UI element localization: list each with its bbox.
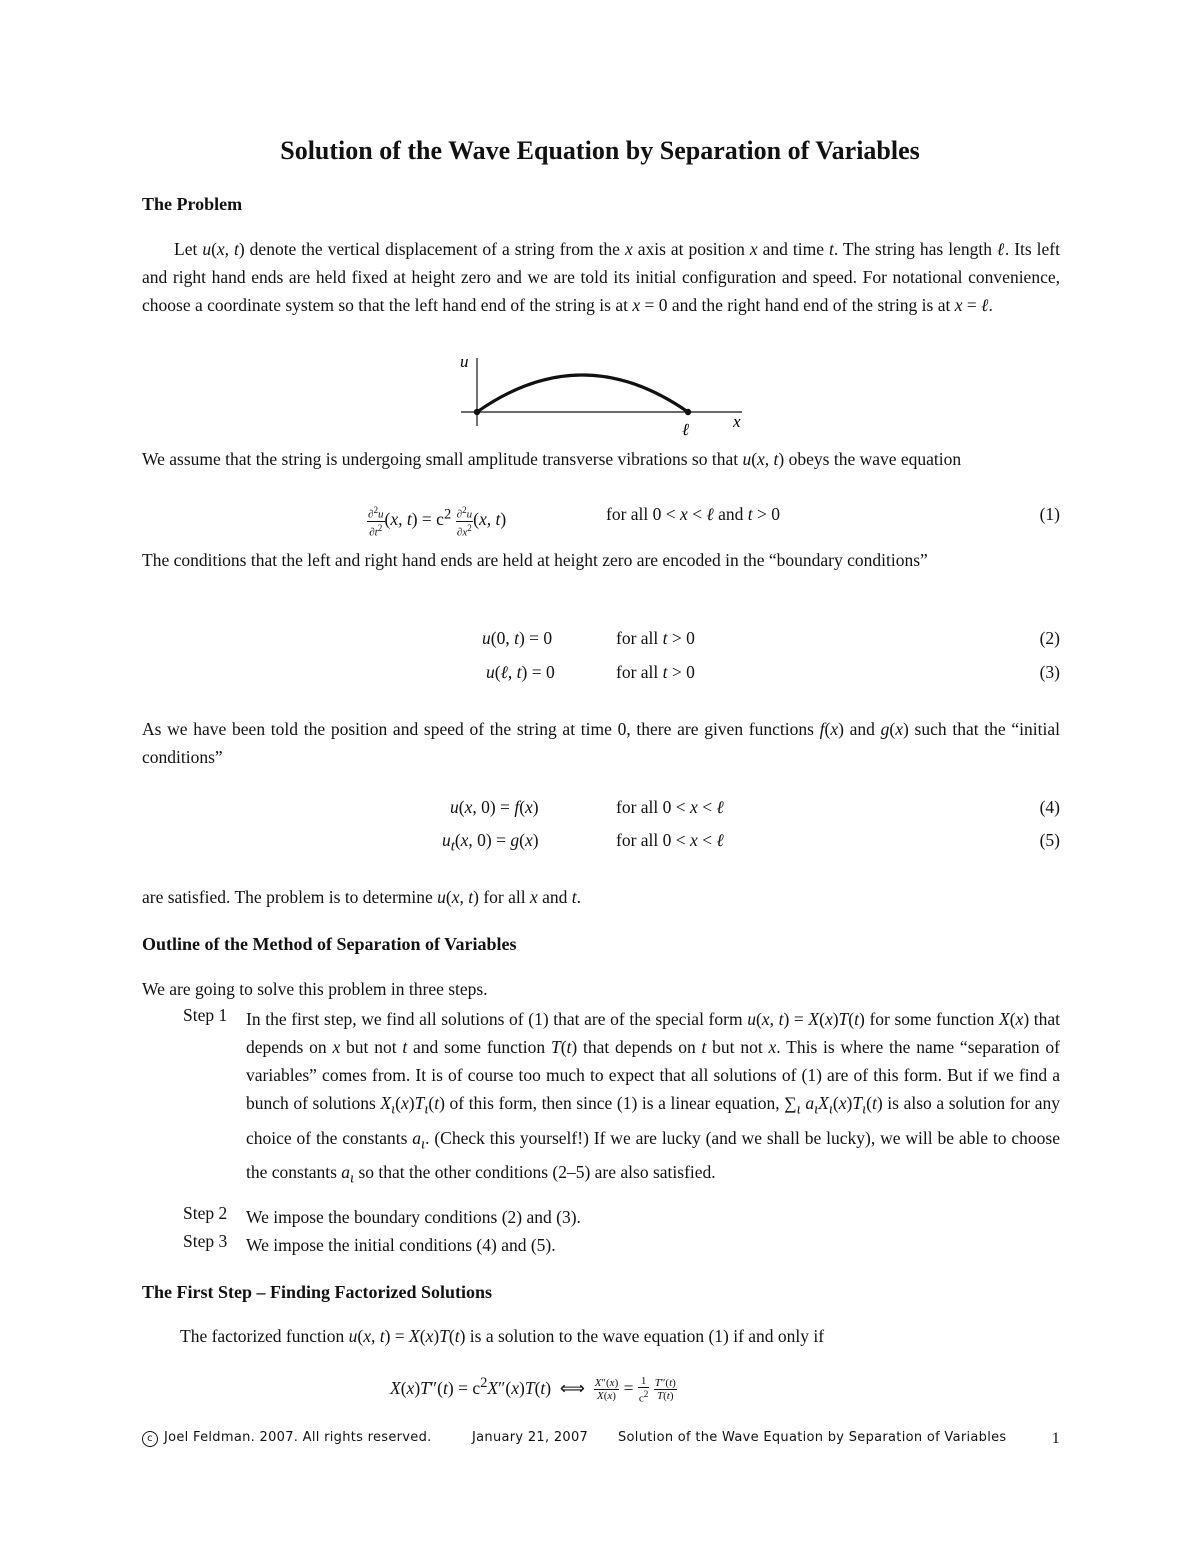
wave-intro: We assume that the string is undergoing small amplitude transverse vibrations so that u(x, t) obeys the wave equation [142, 449, 962, 469]
heading-first-step: The First Step – Finding Factorized Solutions [142, 1282, 493, 1302]
factorized-equation-body: $X(x)T''(t) = c^2X''(x)T(t)$ ⟺ $\frac{X''(x)}{X(x)}$ = $\frac{1}{c^2}$ $\frac{T''(t)}{T(t)}$ [390, 1375, 676, 1405]
footer-copyright: Joel Feldman. 2007. All rights reserved. [164, 1430, 432, 1445]
u-axis-label: u [460, 352, 469, 371]
equation-2 [142, 628, 1060, 656]
page-title: Solution of the Wave Equation by Separation of Variables [280, 136, 920, 165]
equation-3-number: (3) [1039, 662, 1060, 682]
step-1-label: Step 1 [183, 1005, 228, 1025]
footer-doc-title: Solution of the Wave Equation by Separation of Variables [618, 1430, 1007, 1445]
equation-1 [142, 504, 1060, 539]
equation-3-lhs: u(ℓ, t) = 0 [486, 662, 555, 682]
equation-5-number: (5) [1039, 830, 1060, 850]
step-1-text: In the first step, we find all solutions of (1) that are of the special form u(x, t) = X(x)T(t) for some function X(x) that depends on x but not t and some function T(t) that depends on t but not x. This is where the name “separation of variables” comes from. It is of course too much to expect that all solutions of (1) are of this form. But if we find a bunch of solutions $X_\iota(x)T_\iota(t)$ of this form, then since (1) is a linear equation, $\sum_\iota$ $a_\iota X_\iota(x)T_\iota(t)$ is also a solution for any choice of the constants $a_\iota$. (Check this yourself!) If we are lucky (and we shall be lucky), we will be able to choose the constants $a_\iota$ so that the other conditions (2–5) are also satisfied. [246, 1009, 1061, 1187]
problem-intro: Let u(x, t) denote the vertical displacement of a string from the x axis at position x and time t. The string has length ℓ. Its left and right hand ends are held fixed at height zero and we are told its initial configuration and speed. For notational convenience, choose a coordinate system so that the left hand end of the string is at x = 0 and the right hand end of the string is at x = ℓ. [142, 239, 1060, 315]
equation-3-condition: for all t > 0 [616, 662, 695, 682]
right-end-point [685, 409, 691, 415]
left-end-point [474, 409, 480, 415]
string-figure [450, 350, 760, 440]
equation-1-number: (1) [1039, 504, 1060, 524]
boundary-intro: The conditions that the left and right hand ends are held at height zero are encoded in the “boundary conditions” [142, 550, 928, 570]
step-3-label: Step 3 [183, 1231, 228, 1251]
step-3-text: We impose the initial conditions (4) and (5). [246, 1235, 556, 1255]
factorized-equation [142, 1375, 1060, 1403]
equation-4-number: (4) [1039, 797, 1060, 817]
initial-intro: As we have been told the position and speed of the string at time 0, there are given functions f(x) and g(x) such that the “initial conditions” [142, 719, 1060, 767]
equation-5-condition: for all 0 < x < ℓ [616, 830, 724, 850]
first-step-intro: The factorized function u(x, t) = X(x)T(t) is a solution to the wave equation (1) if and only if [180, 1326, 825, 1346]
equation-5 [142, 830, 1060, 858]
problem-conclusion: are satisfied. The problem is to determine u(x, t) for all x and t. [142, 887, 582, 907]
string-curve [477, 375, 688, 412]
equation-4-lhs: u(x, 0) = f(x) [450, 797, 539, 817]
step-2-label: Step 2 [183, 1203, 228, 1223]
equation-1-lhs: $\frac{\partial^2u}{\partial t^2}$ (x, $t) = c^2$ $\frac{\partial^2u}{\partial x^2}$ (x, t) [368, 505, 507, 539]
x-axis-label: x [733, 412, 741, 431]
equation-1-condition: for all 0 < x < ℓ and t > 0 [606, 504, 781, 524]
equation-2-condition: for all t > 0 [616, 628, 695, 648]
equation-3 [142, 662, 1060, 690]
heading-problem: The Problem [142, 194, 243, 214]
outline-intro: We are going to solve this problem in three steps. [142, 979, 488, 999]
equation-4 [142, 797, 1060, 825]
equation-2-number: (2) [1039, 628, 1060, 648]
heading-outline: Outline of the Method of Separation of Variables [142, 934, 517, 954]
step-2-text: We impose the boundary conditions (2) and (3). [246, 1207, 581, 1227]
page-footer [142, 1430, 1060, 1447]
page-number: 1 [1051, 1430, 1060, 1447]
equation-2-lhs: u(0, t) = 0 [482, 628, 553, 648]
footer-date: January 21, 2007 [472, 1430, 589, 1445]
equation-5-lhs: $u_t(x$, 0) = g(x) [442, 830, 539, 855]
copyright-icon: c [142, 1431, 158, 1447]
equation-4-condition: for all 0 < x < ℓ [616, 797, 724, 817]
length-label: ℓ [682, 420, 690, 439]
